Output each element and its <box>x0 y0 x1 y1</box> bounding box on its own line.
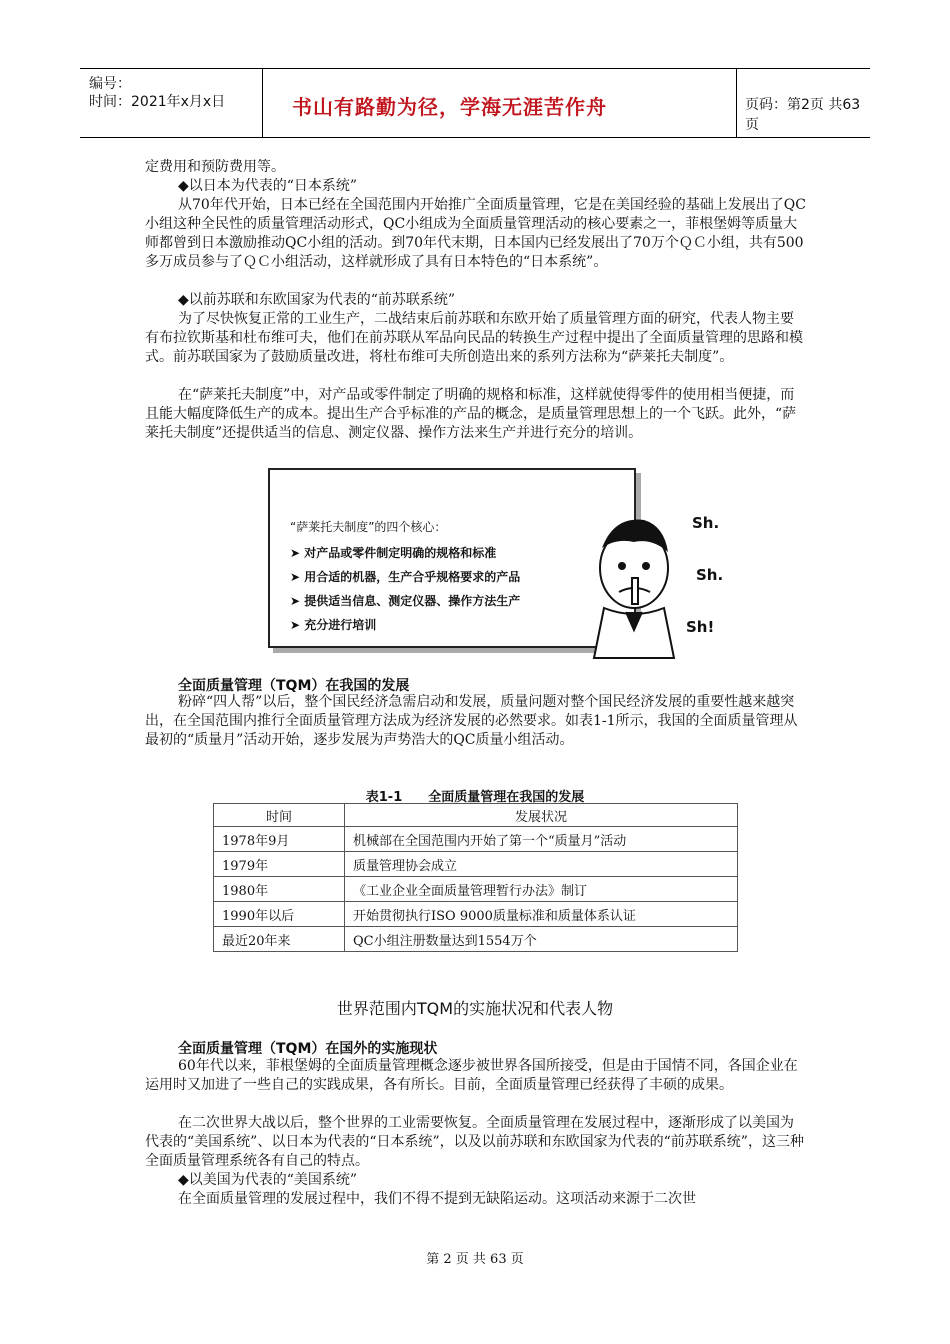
figure-item: ➤ 对产品或零件制定明确的规格和标准 <box>290 546 497 560</box>
section-heading: 全面质量管理（TQM）在我国的发展 <box>178 678 410 694</box>
code-label: 编号： <box>89 76 131 92</box>
bullet-heading: ◆以前苏联和东欧国家为代表的“前苏联系统” <box>178 292 456 308</box>
header-page-cell <box>736 69 870 137</box>
speech-sh-1: Sh. <box>692 514 720 532</box>
table-header-cell: 发展状况 <box>345 804 738 827</box>
paragraph: 从70年代开始，日本已经在全国范围内开始推广全面质量管理，它是在美国经验的基础上发展出了QC小组这种全民性的质量管理活动形式，QC小组成为全面质量管理活动的核心要素之一，菲根堡姆等质量大师都曾到日本激励推动QC小组的活动。到70年代末期，日本国内已经发展出了70万个ＱＣ小组，共有500多万成员参与了ＱＣ小组活动，这样就形成了具有日本特色的“日本系统”。 <box>145 197 807 270</box>
table-cell: QC小组注册数量达到1554万个 <box>345 927 738 952</box>
figure-item: ➤ 充分进行培训 <box>290 618 377 632</box>
table-cell: 最近20年来 <box>214 927 345 952</box>
table-caption: 表1-1 全面质量管理在我国的发展 <box>365 790 585 805</box>
table-cell: 1979年 <box>214 852 345 877</box>
table-cell: 质量管理协会成立 <box>345 852 738 877</box>
table-cell: 1980年 <box>214 877 345 902</box>
table-row <box>214 927 738 952</box>
table-row <box>214 827 738 852</box>
bullet-heading: ◆以美国为代表的“美国系统” <box>178 1172 358 1188</box>
header-motto: 书山有路勤为径，学海无涯苦作舟 <box>292 95 607 119</box>
development-table <box>213 803 738 952</box>
table-row <box>214 877 738 902</box>
time-label: 时间：2021年x月x日 <box>89 94 226 110</box>
figure-item: ➤ 用合适的机器，生产合乎规格要求的产品 <box>290 570 521 584</box>
figure-item: ➤ 提供适当信息、测定仪器、操作方法生产 <box>290 594 521 608</box>
paragraph: 在“萨莱托夫制度”中，对产品或零件制定了明确的规格和标准，这样就使得零件的使用相当便捷，而且能大幅度降低生产的成本。提出生产合乎标准的产品的概念，是质量管理思想上的一个飞跃。此外，“萨莱托夫制度”还提供适当的信息、测定仪器、操作方法来生产并进行充分的培训。 <box>145 387 797 441</box>
table-cell: 1990年以后 <box>214 902 345 927</box>
paragraph: 定费用和预防费用等。 <box>145 159 285 175</box>
table-row <box>214 902 738 927</box>
header-page-label: 页码：第2页 共63页 <box>745 97 861 133</box>
table-row <box>214 852 738 877</box>
section-title: 世界范围内TQM的实施状况和代表人物 <box>336 999 614 1018</box>
table-header-cell: 时间 <box>214 804 345 827</box>
shushing-man-illustration <box>564 508 718 668</box>
header-motto-cell <box>262 69 737 137</box>
paragraph: 在全面质量管理的发展过程中，我们不得不提到无缺陷运动。这项活动来源于二次世 <box>178 1191 696 1207</box>
table-cell: 机械部在全国范围内开始了第一个“质量月”活动 <box>345 827 738 852</box>
speech-sh-2: Sh. <box>696 566 724 584</box>
paragraph: 60年代以来，菲根堡姆的全面质量管理概念逐步被世界各国所接受，但是由于国情不同，各国企业在运用时又加进了一些自己的实践成果，各有所长。目前，全面质量管理已经获得了丰硕的成果。 <box>145 1058 798 1093</box>
paragraph: 在二次世界大战以后，整个世界的工业需要恢复。全面质量管理在发展过程中，逐渐形成了以美国为代表的“美国系统”、以日本为代表的“日本系统”，以及以前苏联和东欧国家为代表的“前苏联系统”，这三种全面质量管理系统各有自己的特点。 <box>145 1115 804 1169</box>
bullet-heading: ◆以日本为代表的“日本系统” <box>178 178 358 194</box>
section-heading: 全面质量管理（TQM）在国外的实施现状 <box>178 1041 438 1057</box>
table-cell: 《工业企业全面质量管理暂行办法》制订 <box>345 877 738 902</box>
paragraph: 为了尽快恢复正常的工业生产，二战结束后前苏联和东欧开始了质量管理方面的研究，代表人物主要有布拉钦斯基和杜布维可夫，他们在前苏联从军品向民品的转换生产过程中提出了全面质量管理的思路和模式。前苏联国家为了鼓励质量改进，将杜布维可夫所创造出来的系列方法称为“萨莱托夫制度”。 <box>145 311 803 365</box>
page-footer: 第 2 页 共 63 页 <box>426 1252 524 1267</box>
table-cell: 开始贯彻执行ISO 9000质量标准和质量体系认证 <box>345 902 738 927</box>
saratov-figure <box>268 468 724 668</box>
figure-title: “萨莱托夫制度”的四个核心： <box>290 520 447 534</box>
table-header-row <box>214 804 738 827</box>
paragraph: 粉碎“四人帮”以后，整个国民经济急需启动和发展，质量问题对整个国民经济发展的重要性越来越突出，在全国范围内推行全面质量管理方法成为经济发展的必然要求。如表1-1所示，我国的全面质量管理从最初的“质量月”活动开始，逐步发展为声势浩大的QC质量小组活动。 <box>145 694 798 748</box>
table-cell: 1978年9月 <box>214 827 345 852</box>
speech-sh-3: Sh! <box>686 618 715 636</box>
header-meta <box>80 69 263 137</box>
page-header <box>80 68 870 138</box>
